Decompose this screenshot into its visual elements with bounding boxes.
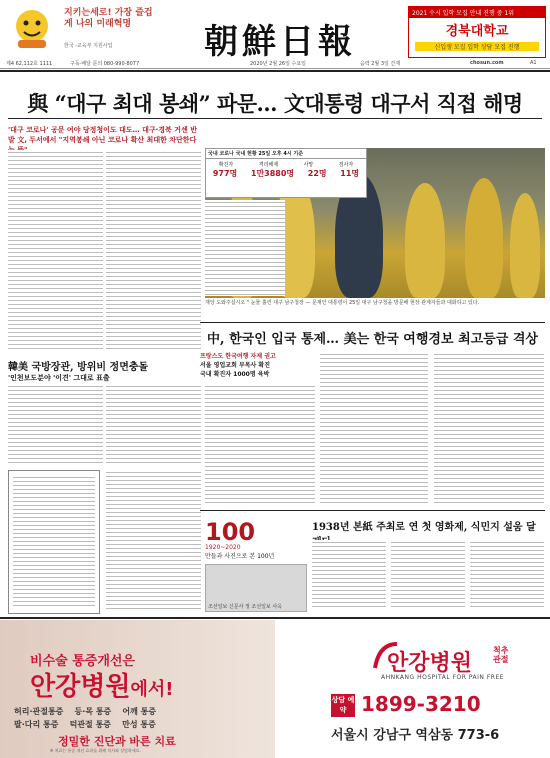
ad-brand: 안강병원 (387, 651, 473, 676)
ad-list-1: 허리·관절통증 등·목 통증 어깨 통증 (14, 707, 157, 716)
issue-number: 제4 62,112호 1111 (6, 61, 53, 67)
ad-consult-badge: 상담 예약 (331, 694, 355, 717)
masthead-rule (0, 70, 550, 72)
stats-value-confirmed: 977명 (212, 169, 238, 178)
defense-headline[interactable]: 韓美 국방장관, 방위비 정면충돌 (8, 362, 149, 373)
ad-fineprint: ※ 치료는 통증 개선 효과를 위해 의사와 상담하세요. (50, 748, 141, 753)
history-body-col3 (470, 540, 544, 610)
date: 2020년 2월 26일 수요일 (250, 61, 307, 67)
photo-caption: 재앙 도와주십시오 " 눈물 흘린 대구 남구청장 — 문재인 대통령이 25일 대구 남구청을 방문해 현장 관계자들과 대화하고 있다. (205, 300, 480, 306)
stats-label-released: 격리해제 (258, 162, 279, 168)
univ-ad-top: 2021 수시 입학 모집 안내 진행 중 1위 (409, 7, 545, 18)
history-headline[interactable]: 1938년 본紙 주최로 연 첫 영화제, 식민지 설움 달 (312, 522, 536, 533)
defense-body-col2 (106, 384, 201, 466)
stats-value-released: 1만3880명 (250, 169, 295, 178)
ad-big-name: 안강병원 (30, 672, 131, 702)
china-body-col1 (205, 384, 315, 504)
history-body-col2 (391, 540, 465, 610)
ad-rule (0, 617, 550, 619)
sub-headline-block (200, 352, 315, 379)
mascot-slogan: 지키는세로! 가장 즐겁게 나의 미래혁명 (64, 8, 153, 29)
anniversary-logo (205, 520, 305, 562)
site-link[interactable]: chosun.com (470, 60, 504, 66)
page-number: A1 (530, 60, 537, 66)
sidebar-box (8, 470, 100, 614)
mascot-ad (8, 6, 156, 50)
china-body-col2 (320, 352, 428, 504)
sub-headline-3: 국내 확진자 1000명 육박 (200, 371, 270, 378)
history-body-col1 (312, 540, 386, 610)
china-body-col3 (434, 352, 544, 504)
ad-brand-side: 척추 관절 (493, 646, 509, 664)
ad-address: 서울시 강남구 역삼동 773-6 (331, 728, 500, 743)
sub-headline-1: 프랑스도 한국여행 자제 권고 (200, 353, 276, 360)
stats-label-deaths: 사망 (303, 162, 314, 168)
article-body-col1 (8, 150, 103, 350)
main-headline[interactable]: 與 “대구 최대 봉쇄” 파문… 文대통령 대구서 직접 해명 (27, 91, 523, 116)
university-ad (408, 6, 546, 58)
stats-label-confirmed: 확진자 (218, 162, 234, 168)
history-photo (205, 564, 307, 612)
info-bar (0, 60, 550, 69)
defense-body-col3 (106, 470, 201, 612)
stats-value-deaths: 22명 (307, 169, 327, 178)
mid-rule (200, 322, 545, 323)
ad-phone[interactable]: 1899-3210 (361, 692, 481, 716)
ad-big-suffix: 에서! (130, 679, 174, 700)
ad-english: AHNKANG HOSPITAL FOR PAIN FREE (381, 674, 505, 681)
subscription-info: 구독·배달 문의 080-990-8077 (70, 61, 140, 67)
defense-subhead: '인천보도분야 '이견' 그대로 표출 (8, 374, 110, 382)
article-body-col2 (106, 150, 201, 350)
logo-years: 1920~2020 (205, 544, 241, 551)
hospital-ad-right[interactable] (275, 620, 550, 758)
china-us-headline[interactable]: 中, 한국인 입국 통제… 美는 한국 여행경보 최고등급 격상 (207, 332, 538, 347)
ad-top-line: 비수술 통증개선은 (30, 654, 135, 669)
stats-label-tested: 검사자 (338, 162, 354, 168)
history-rule (200, 510, 545, 511)
ad-list-2: 팔·다리 통증 턱관절 통증 만성 통증 (14, 720, 156, 729)
lead-summary: '대구 코로나' 공문 여야 당정청이도 대도… 대구·경북 거센 반발 文, 두서에서 "지역봉쇄 아닌 코로나 확산 최대한 차단한다 (8, 126, 197, 144)
history-photo-caption: 조선일보 신문사 정 조선일보 사옥 (208, 604, 282, 610)
stats-title: 국내 코로나 국내 현황 25일 오후 4시 기준 (206, 149, 366, 159)
newspaper-title: 朝鮮日報 (204, 22, 356, 62)
sub-headline-2: 서울 영업교회 부목사 확진 (200, 362, 271, 369)
logo-subtitle: 만들과 사진으로 본 100년 (205, 553, 275, 560)
headline-rule (8, 118, 542, 119)
photo-side-text (205, 200, 285, 296)
mascot-note: 한국 -교육부 지원사업 (64, 43, 113, 49)
defense-body-col1 (8, 384, 103, 466)
hospital-ad-left[interactable] (0, 620, 275, 758)
ad-tagline: 정밀한 진단과 바른 치료 (58, 735, 176, 748)
stats-value-tested: 11명 (340, 169, 360, 178)
logo-number: 100 (205, 518, 256, 546)
stats-panel (205, 148, 367, 198)
mascot-icon (8, 6, 58, 50)
univ-ad-detail: 신입생 모집 입학 상담 모집 진행 (415, 42, 539, 51)
lunar-date: 음력 2월 3일 간재 (360, 61, 401, 67)
univ-ad-name: 경북대학교 (445, 24, 509, 39)
